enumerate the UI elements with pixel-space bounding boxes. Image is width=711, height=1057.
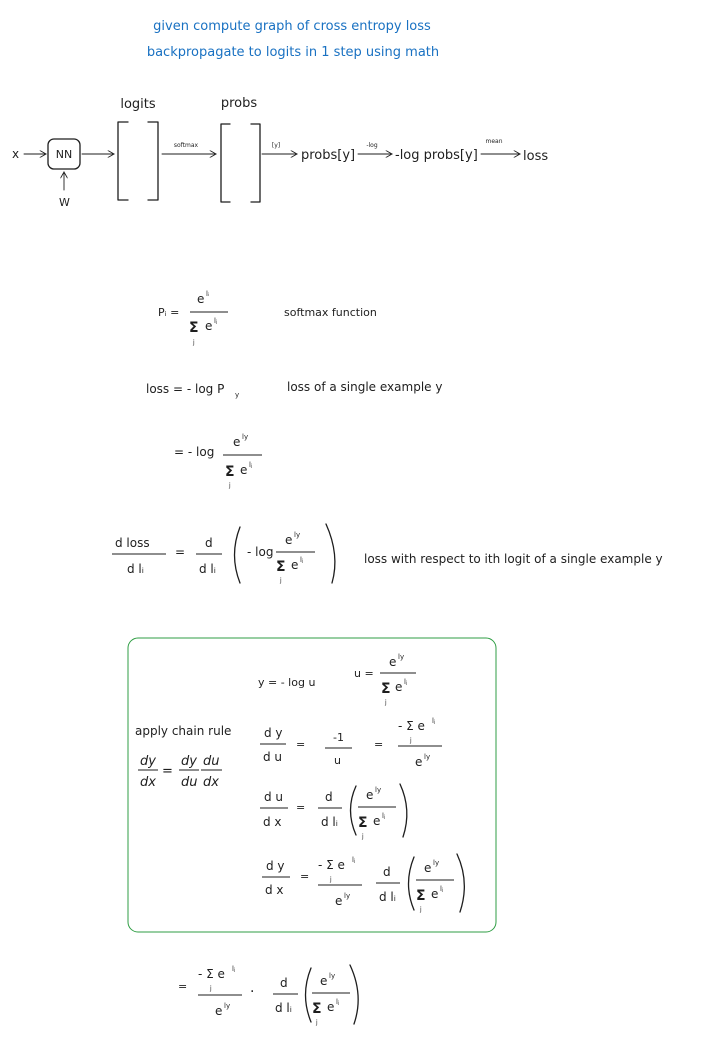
dydx-p-numerator: e — [424, 861, 432, 875]
mean-edge-label: mean — [485, 138, 503, 145]
eq4-lhs-numerator: d loss — [115, 536, 150, 550]
chain-rule-content — [135, 653, 464, 913]
final-a-denominator: e — [215, 1004, 223, 1018]
eq2-note: loss of a single example y — [287, 380, 443, 394]
final-p-numerator-sup: ly — [329, 972, 336, 980]
logits-label: logits — [120, 97, 156, 112]
eq4-d-denominator: d lᵢ — [199, 562, 216, 576]
chain-du: du — [181, 775, 198, 790]
eq1-numerator-sup: lᵢ — [206, 290, 210, 298]
eq2-lhs: loss = - log P — [146, 382, 225, 396]
nn-label: NN — [55, 148, 73, 161]
eq4-paren-left — [235, 527, 241, 583]
final-dot: · — [250, 984, 255, 1000]
eq3-denominator-sup: lⱼ — [249, 461, 253, 469]
eq4-denominator-sup: lⱼ — [300, 556, 304, 564]
eq4-numerator-sup: ly — [294, 531, 301, 539]
eq1-sigma: Σ — [189, 320, 199, 336]
loss-node: loss — [523, 149, 549, 164]
neglog-edge-label: -log — [366, 142, 378, 149]
dydu-equals: = — [296, 738, 306, 751]
dydx-p-sigma: Σ — [416, 888, 426, 904]
dydx-a-numerator: - Σ e — [318, 858, 345, 872]
dydx-paren-left — [409, 857, 415, 910]
dudx-p-denominator: e — [373, 814, 381, 828]
minus-one-numerator: -1 — [333, 731, 344, 744]
dudx-denominator: d x — [263, 815, 282, 829]
dydx-a-denominator-sup: ly — [344, 892, 351, 900]
dydu-numerator: d y — [264, 726, 283, 740]
chain-dx: dx — [140, 775, 156, 790]
eq1-lhs: Pᵢ = — [158, 306, 180, 319]
dydx-paren-right — [457, 854, 464, 912]
eq2-lhs-sub: y — [235, 391, 240, 399]
minus-one-denominator: u — [334, 754, 341, 767]
final-p-denominator-sub: j — [316, 1019, 318, 1026]
compute-graph — [12, 96, 548, 209]
eq3-denominator: e — [240, 463, 248, 477]
eq3-numerator: e — [233, 435, 241, 449]
r1-numerator: - Σ e — [398, 719, 425, 733]
dydx-p-numerator-sup: ly — [433, 859, 440, 867]
dydx-numerator: d y — [266, 859, 285, 873]
final-a-numerator-sup: lⱼ — [232, 965, 236, 973]
dudx-p-numerator-sup: ly — [375, 786, 382, 794]
dudx-p-sigma: Σ — [358, 815, 368, 831]
dydx-d-denominator: d lᵢ — [379, 890, 396, 904]
final-equals: = — [178, 980, 188, 993]
dydx-equals: = — [300, 870, 310, 883]
dydx-a-denominator: e — [335, 894, 343, 908]
logits-bracket-left — [118, 122, 128, 200]
eq4-note: loss with respect to ith logit of a single example y — [364, 552, 663, 566]
eq3-denominator-sub: j — [229, 482, 231, 489]
final-p-sigma: Σ — [312, 1001, 322, 1017]
chain-dy-2: dy — [181, 754, 197, 769]
r1-numerator-sub: j — [410, 737, 412, 744]
dydx-d-numerator: d — [383, 865, 391, 879]
u-denominator: e — [395, 680, 403, 694]
dudx-d-numerator: d — [325, 790, 333, 804]
dydx-p-denominator: e — [431, 887, 439, 901]
final-d-denominator: d lᵢ — [275, 1001, 292, 1015]
u-denominator-sub: j — [385, 699, 387, 706]
chain-dy: dy — [140, 754, 156, 769]
r1-denominator-sup: ly — [424, 753, 431, 761]
probs-bracket-left — [221, 124, 230, 202]
eq4-denominator-sub: j — [280, 577, 282, 584]
equation-derivative — [112, 524, 663, 584]
final-a-numerator: - Σ e — [198, 967, 225, 981]
probs-label: probs — [220, 96, 258, 111]
dydx-p-denominator-sub: j — [420, 906, 422, 913]
eq1-denominator-sub: j — [193, 339, 195, 346]
chain-du-2: du — [203, 754, 220, 769]
eq4-equals: = — [175, 545, 186, 559]
eq3-numerator-sup: ly — [242, 433, 249, 441]
dudx-equals: = — [296, 801, 306, 814]
final-d-numerator: d — [280, 976, 288, 990]
final-equation — [178, 965, 358, 1026]
header-line-2: backpropagate to logits in 1 step using math — [146, 45, 440, 60]
eq4-inner-neglog: - log — [247, 545, 274, 559]
eq4-sigma: Σ — [276, 559, 286, 575]
eq4-numerator: e — [285, 533, 293, 547]
eq1-numerator: e — [197, 292, 205, 306]
chain-rule-label: apply chain rule — [135, 724, 232, 738]
final-a-denominator-sup: ly — [224, 1002, 231, 1010]
softmax-edge-label: softmax — [173, 142, 199, 149]
dudx-d-denominator: d lᵢ — [321, 815, 338, 829]
eq4-lhs-denominator: d lᵢ — [127, 562, 144, 576]
y-definition: y = - log u — [258, 676, 316, 689]
u-denominator-sup: lⱼ — [404, 678, 408, 686]
final-paren-right — [350, 965, 358, 1024]
u-numerator: e — [389, 655, 397, 669]
dudx-paren-right — [400, 784, 407, 837]
u-definition: u = — [354, 667, 374, 680]
equation-loss — [146, 380, 442, 399]
eq3-lhs: = - log — [174, 445, 215, 459]
u-sigma: Σ — [381, 681, 391, 697]
u-numerator-sup: ly — [398, 653, 405, 661]
probs-y-node: probs[y] — [301, 148, 356, 163]
equation-softmax — [158, 290, 377, 346]
dudx-p-denominator-sup: lⱼ — [382, 812, 386, 820]
logits-bracket-right — [148, 122, 158, 200]
final-p-denominator-sup: lⱼ — [336, 998, 340, 1006]
dudx-p-denominator-sub: j — [362, 833, 364, 840]
chain-dx-2: dx — [203, 775, 219, 790]
neglog-probs-y-node: -log probs[y] — [395, 148, 478, 163]
r1-equals: = — [374, 738, 384, 751]
eq4-denominator: e — [291, 558, 299, 572]
dudx-paren-left — [351, 786, 357, 835]
dydx-p-denominator-sup: lⱼ — [440, 885, 444, 893]
final-p-denominator: e — [327, 1000, 335, 1014]
dudx-numerator: d u — [264, 790, 284, 804]
chain-equals: = — [162, 764, 173, 779]
probs-bracket-right — [251, 124, 260, 202]
dudx-p-numerator: e — [366, 788, 374, 802]
final-paren-left — [306, 968, 312, 1022]
eq1-denominator: e — [205, 319, 213, 333]
dydx-denominator: d x — [265, 883, 284, 897]
eq3-sigma: Σ — [225, 464, 235, 480]
r1-numerator-sup: lⱼ — [432, 717, 436, 725]
dydx-a-numerator-sup: lⱼ — [352, 856, 356, 864]
dydx-a-numerator-sub: j — [330, 876, 332, 883]
eq1-note: softmax function — [284, 306, 377, 319]
dydu-denominator: d u — [263, 750, 283, 764]
eq1-denominator-sup: lⱼ — [214, 317, 218, 325]
r1-denominator: e — [415, 755, 423, 769]
graph-weight-w: W — [59, 196, 70, 209]
header-line-1: given compute graph of cross entropy loss — [153, 19, 431, 34]
equation-loss-expanded — [174, 433, 262, 489]
final-p-numerator: e — [320, 974, 328, 988]
eq4-paren-right — [326, 524, 335, 583]
graph-input-x: x — [12, 147, 20, 161]
final-a-numerator-sub: j — [210, 985, 212, 992]
index-edge-label: [y] — [271, 142, 281, 149]
eq4-d-numerator: d — [205, 536, 213, 550]
